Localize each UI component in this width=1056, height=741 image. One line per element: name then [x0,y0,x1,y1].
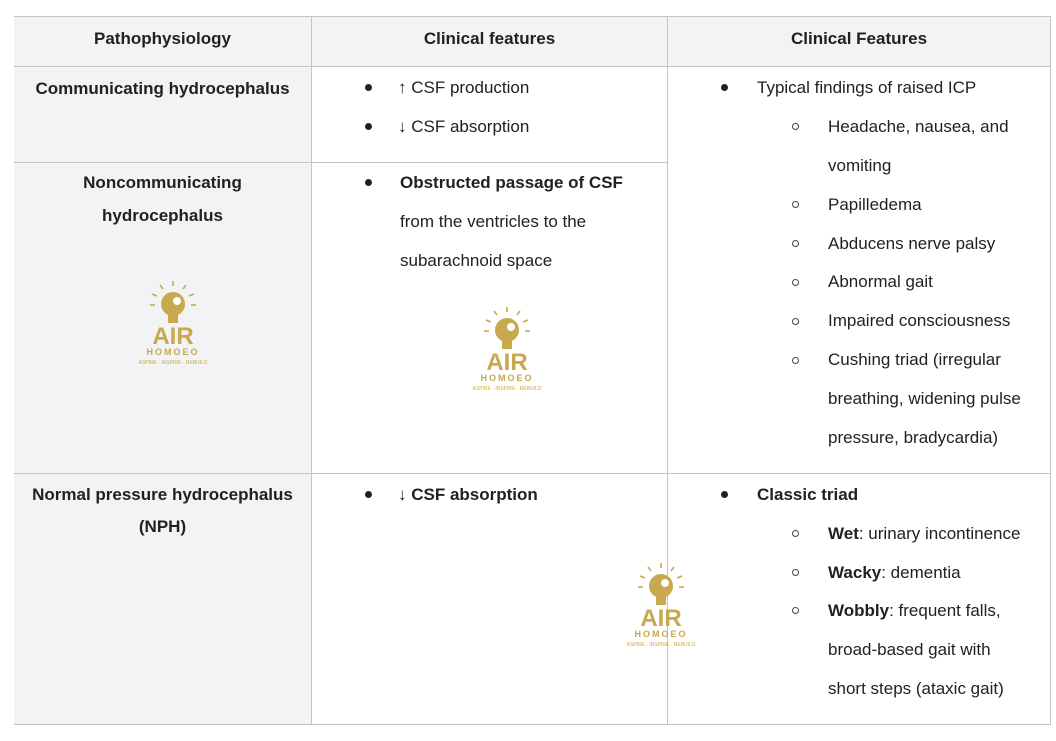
sub-bullet-icon [792,357,799,364]
icp-item-consciousness: Impaired consciousness [828,311,1011,330]
sub-bullet-icon [792,240,799,247]
air-homoeo-logo [621,560,701,650]
feature-obstructed: Obstructed passage of CSF [400,173,623,192]
grid-line [311,16,312,725]
triad-wobbly-3: short steps (ataxic gait) [828,679,1004,698]
triad-wet: Wet: urinary incontinence [828,524,1021,543]
icp-item-cushing-3: pressure, bradycardia) [828,428,999,447]
feature-obstructed-line2: from the ventricles to the [400,212,587,231]
icp-item-cushing-2: breathing, widening pulse [828,389,1021,408]
icp-item-headache-2: vomiting [828,156,892,175]
icp-item-papilledema: Papilledema [828,195,922,214]
header-pathophysiology: Pathophysiology [94,29,231,48]
svg-text:ASPIRE · INSPIRE · REBUILD: ASPIRE · INSPIRE · REBUILD [626,642,696,648]
row-label-communicating: Communicating hydrocephalus [35,79,290,98]
bullet-icon [365,179,372,186]
bullet-icon [365,491,372,498]
svg-text:AIR: AIR [486,349,528,376]
air-homoeo-logo [133,278,213,368]
grid-line [14,724,1051,725]
sub-bullet-icon [792,569,799,576]
bullet-icon [365,123,372,130]
sub-bullet-icon [792,607,799,614]
sub-bullet-icon [792,530,799,537]
sub-bullet-icon [792,279,799,286]
grid-line [14,16,1051,17]
icp-item-headache: Headache, nausea, and [828,117,1009,136]
svg-text:HOMOEO: HOMOEO [480,373,534,383]
row-label-noncommunicating-2: hydrocephalus [102,206,223,225]
grid-line [14,162,667,163]
bullet-icon [721,84,728,91]
feature-csf-absorption: ↓ CSF absorption [398,117,530,136]
svg-text:HOMOEO: HOMOEO [146,347,200,357]
grid-line [14,66,1051,67]
air-homoeo-logo [467,304,547,394]
row-label-noncommunicating-1: Noncommunicating [83,173,242,192]
nph-feature-csf-absorption: ↓ CSF absorption [398,485,538,504]
feature-csf-production: ↑ CSF production [398,78,530,97]
sub-bullet-icon [792,318,799,325]
grid-line [14,473,1051,474]
triad-wobbly-2: broad-based gait with [828,640,991,659]
triad-wobbly: Wobbly: frequent falls, [828,601,1001,620]
bullet-icon [721,491,728,498]
svg-text:AIR: AIR [640,605,682,632]
icp-item-abducens: Abducens nerve palsy [828,234,996,253]
nph-classic-triad: Classic triad [757,485,859,504]
raised-icp-title: Typical findings of raised ICP [757,78,977,97]
svg-text:HOMOEO: HOMOEO [634,629,688,639]
svg-text:ASPIRE · INSPIRE · REBUILD: ASPIRE · INSPIRE · REBUILD [472,386,542,392]
icp-item-cushing: Cushing triad (irregular [828,350,1001,369]
icp-item-gait: Abnormal gait [828,272,933,291]
header-clinical-features-2: Clinical Features [790,29,928,48]
grid-line [1050,16,1051,725]
sub-bullet-icon [792,123,799,130]
triad-wacky: Wacky: dementia [828,563,961,582]
row-label-nph-2: (NPH) [138,517,187,536]
sub-bullet-icon [792,201,799,208]
row-label-nph-1: Normal pressure hydrocephalus [32,485,293,504]
pathophysiology-column-bg [14,66,311,725]
svg-text:AIR: AIR [152,323,194,350]
feature-obstructed-line3: subarachnoid space [400,251,553,270]
header-clinical-features: Clinical features [423,29,556,48]
bullet-icon [365,84,372,91]
svg-text:ASPIRE · INSPIRE · REBUILD: ASPIRE · INSPIRE · REBUILD [138,360,208,366]
